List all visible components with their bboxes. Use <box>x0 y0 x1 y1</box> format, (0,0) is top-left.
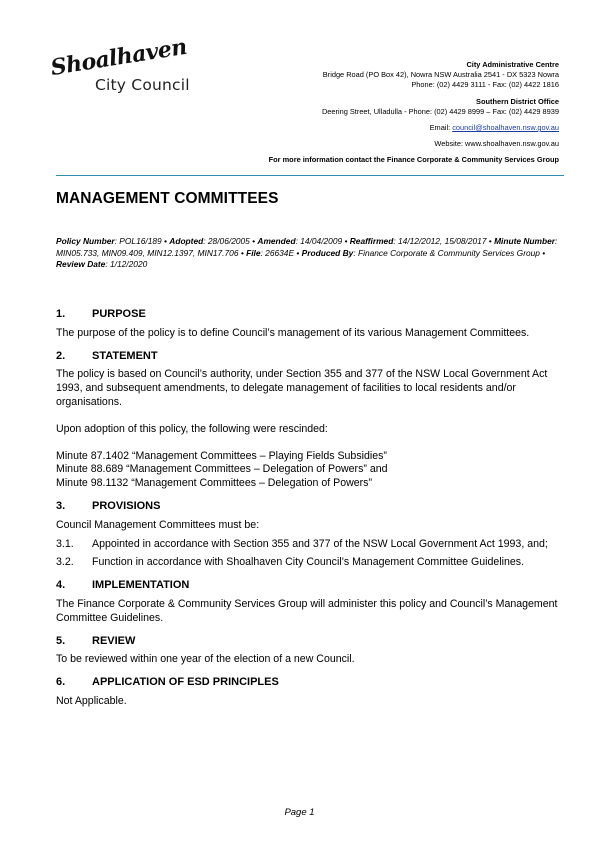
statement-text: The policy is based on Council’s authority, under Section 355 and 377 of the NSW Local Government Act 1993, and subsequent amendments, to delegate management of facilities to local residents and/or organisations. <box>56 368 548 408</box>
section-heading: 5. REVIEW <box>56 634 136 647</box>
provisions-intro: Council Management Committees must be: <box>56 518 260 531</box>
provision-item: 3.2. Function in accordance with Shoalhaven City Council’s Management Committee Guidelines. <box>56 556 525 569</box>
minute-numbers: : MIN05.733, MIN09.409, MIN12.1397, MIN17.706 • <box>56 236 558 258</box>
policy-number: : POL16/189 • <box>114 236 170 246</box>
contact-block <box>229 60 559 166</box>
south-address: Deering Street, Ulladulla - Phone: (02) 4429 8999 – Fax: (02) 4429 8939 <box>321 106 559 116</box>
centre-address: Bridge Road (PO Box 42), Nowra NSW Australia 2541 - DX 5323 Nowra <box>322 70 559 80</box>
email-label: Email: <box>429 123 453 133</box>
south-title: Southern District Office <box>476 96 559 106</box>
email-link[interactable]: council@shoalhaven.nsw.gov.au <box>452 123 559 133</box>
email-line <box>229 123 559 133</box>
section-heading: 2. STATEMENT <box>56 349 158 362</box>
esd-text: Not Applicable. <box>56 694 127 707</box>
file-number: : 26634E • <box>260 247 302 258</box>
section-heading: 4. IMPLEMENTATION <box>56 579 190 592</box>
document-body <box>56 308 568 709</box>
section-heading: 3. PROVISIONS <box>56 499 161 512</box>
centre-phone: Phone: (02) 4429 3111 - Fax: (02) 4422 1816 <box>411 80 559 90</box>
purpose-text: The purpose of the policy is to define Council’s management of its various Management Committees. <box>56 326 530 339</box>
section-heading: 6. APPLICATION OF ESD PRINCIPLES <box>56 676 279 689</box>
more-info-line: For more information contact the Finance Corporate & Community Services Group <box>268 155 559 165</box>
amended-label: Amended <box>257 236 296 246</box>
review-label: Review Date <box>56 259 106 270</box>
amended-date: : 14/04/2009 • <box>295 236 350 246</box>
logo-script-text: Shoalhaven <box>48 33 189 81</box>
review-text: To be reviewed within one year of the election of a new Council. <box>56 653 355 666</box>
adopted-date: : 28/06/2005 • <box>203 236 258 246</box>
reaffirmed-dates: : 14/12/2012, 15/08/2017 • <box>393 236 495 246</box>
file-label: File <box>246 247 261 258</box>
centre-title: City Administrative Centre <box>466 60 559 69</box>
minute-label: Minute Number <box>494 236 556 246</box>
provision-item: 3.1. Appointed in accordance with Section 355 and 377 of the NSW Local Government Act 1993, and; <box>56 537 548 550</box>
website-line: Website: www.shoalhaven.nsw.gov.au <box>434 139 559 149</box>
header-divider <box>56 175 564 176</box>
produced-by: : Finance Corporate & Community Services Group • <box>353 247 546 258</box>
produced-label: Produced By <box>301 247 354 258</box>
rescinded-minute: Minute 88.689 “Management Committees – Delegation of Powers” and <box>56 463 388 476</box>
logo-sub-text: City Council <box>95 76 190 94</box>
page-number: Page 1 <box>284 807 315 818</box>
review-date: : 1/12/2020 <box>105 259 148 270</box>
policy-number-label: Policy Number <box>56 236 115 246</box>
council-logo <box>48 33 201 105</box>
implementation-text: The Finance Corporate & Community Services Group will administer this policy and Council’s Management Committee Guidelines. <box>56 597 558 624</box>
page-title: MANAGEMENT COMMITTEES <box>56 190 279 207</box>
policy-metadata <box>56 236 566 271</box>
statement-rescinded-intro: Upon adoption of this policy, the following were rescinded: <box>56 422 328 435</box>
section-heading: 1. PURPOSE <box>56 308 146 320</box>
rescinded-minute: Minute 98.1132 “Management Committees – Delegation of Powers” <box>56 477 373 490</box>
adopted-label: Adopted <box>169 236 204 246</box>
reaffirmed-label: Reaffirmed <box>349 236 394 246</box>
rescinded-minute: Minute 87.1402 “Management Committees – Playing Fields Subsidies” <box>56 449 387 462</box>
